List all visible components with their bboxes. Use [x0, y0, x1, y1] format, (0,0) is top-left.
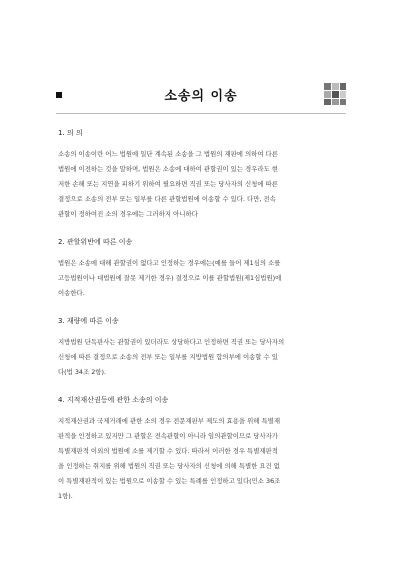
- title-divider: [56, 113, 346, 114]
- section: [58, 128, 346, 222]
- section: [58, 237, 346, 301]
- checker-deco-icon: [324, 83, 346, 105]
- section-heading: 1. 의 의: [58, 129, 83, 137]
- section-heading: 4. 지적재산권등에 관한 소송의 이송: [58, 396, 169, 404]
- section-paragraph: 소송의 이송이란 어느 법원에 일단 계속된 소송을 그 법원의 재판에 의하여 다른 법원에 이전하는 것을 말하며, 법원은 소송에 대하여 관할권이 있는 경우라도 현 저한 손해 또는 지연을 피하기 위하여 필요하면 직권 또는 당사자의 신청에 따른 결정으로 소송의 전부 또는 일부를 다른 관할법원에 이송할 수 있다. 다만, 전속 관할이 정하여진 소의 경우에는 그러하지 아니하다: [58, 150, 278, 218]
- section-paragraph: 지적재산권과 국제거래에 관한 소의 경우 전문재판부 제도의 효용을 위해 특별재 판적을 인정하고 있지만 그 관할은 전속관할이 아니라 임의관할이므로 당사자가 특별재판적 이외의 법원에 소를 제기할 수 있다. 따라서 이러한 경우 특별재판적 을 인정하는 취지를 위해 법원의 직권 또는 당사자의 신청에 의해 특별한 요건 없 이 특별재판적이 있는 법원으로 이송할 수 있는 특례를 인정하고 있다(민소 36조 1항).: [58, 417, 281, 500]
- title-bar: [56, 80, 346, 108]
- document-title: 소송의 이송: [164, 89, 238, 104]
- section-heading: 3. 재량에 따른 이송: [58, 317, 119, 325]
- section: [58, 316, 346, 380]
- section-paragraph: 법원은 소송에 대해 관할권이 없다고 인정하는 경우에는(예를 들어 제1심의 소를 고등법원이나 대법원에 잘못 제기한 경우) 결정으로 이를 관할법원(제1심법원)에 이송한다.: [58, 259, 282, 297]
- document-body: [58, 128, 346, 519]
- section: [58, 395, 346, 504]
- section-paragraph: 지방법원 단독판사는 관할권이 있더라도 상당하다고 인정하면 직권 또는 당사자의 신청에 따른 결정으로 소송의 전부 또는 일부를 지방법원 합의부에 이송할 수 있 다(법 34조 2항).: [58, 338, 285, 376]
- section-heading: 2. 관할위반에 따른 이송: [58, 238, 133, 246]
